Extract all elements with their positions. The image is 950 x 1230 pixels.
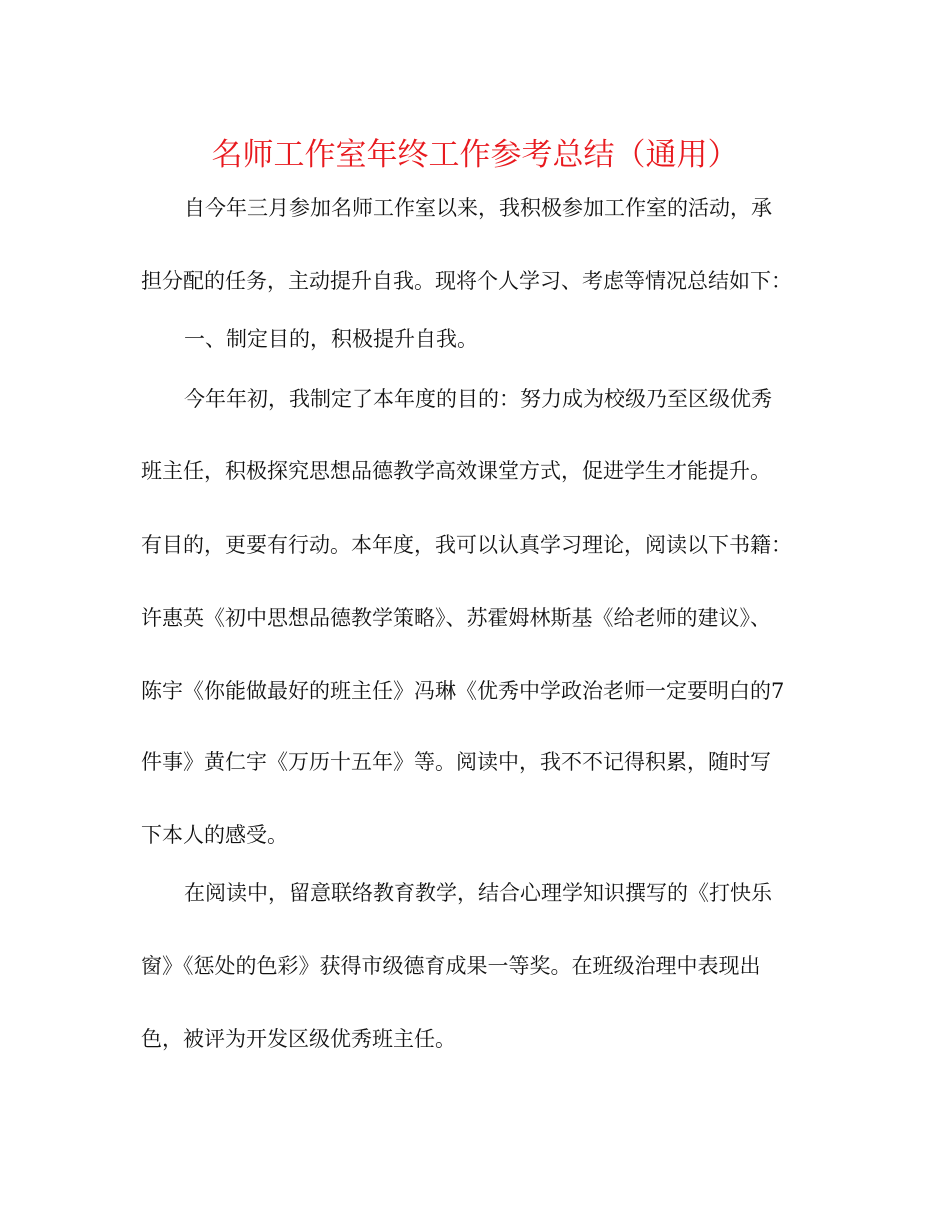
paragraph-line: 班主任，积极探究思想品德教学高效课堂方式，促进学生才能提升。 <box>141 459 771 483</box>
paragraph-line: 许惠英《初中思想品德教学策略》、苏霍姆林斯基《给老师的建议》、 <box>141 606 771 630</box>
paragraph-line: 在阅读中，留意联络教育教学，结合心理学知识撰写的《打快乐 <box>184 881 772 905</box>
paragraph-line: 陈宇《你能做最好的班主任》冯琳《优秀中学政治老师一定要明白的7 <box>141 679 785 703</box>
paragraph-line: 今年年初，我制定了本年度的目的：努力成为校级乃至区级优秀 <box>184 387 772 411</box>
paragraph-line: 件事》黄仁宇《万历十五年》等。阅读中，我不不记得积累，随时写 <box>141 750 771 774</box>
paragraph-line: 窗》《惩处的色彩》获得市级德育成果一等奖。在班级治理中表现出 <box>141 954 761 978</box>
paragraph-line: 色，被评为开发区级优秀班主任。 <box>141 1027 456 1051</box>
paragraph-line: 下本人的感受。 <box>141 823 288 847</box>
paragraph-line: 有目的，更要有行动。本年度，我可以认真学习理论，阅读以下书籍： <box>141 533 792 557</box>
paragraph-line: 担分配的任务，主动提升自我。现将个人学习、考虑等情况总结如下： <box>141 269 792 293</box>
document-title: 名师工作室年终工作参考总结（通用） <box>211 137 739 173</box>
section-heading: 一、制定目的，积极提升自我。 <box>184 327 478 351</box>
paragraph-line: 自今年三月参加名师工作室以来，我积极参加工作室的活动，承 <box>184 196 772 220</box>
